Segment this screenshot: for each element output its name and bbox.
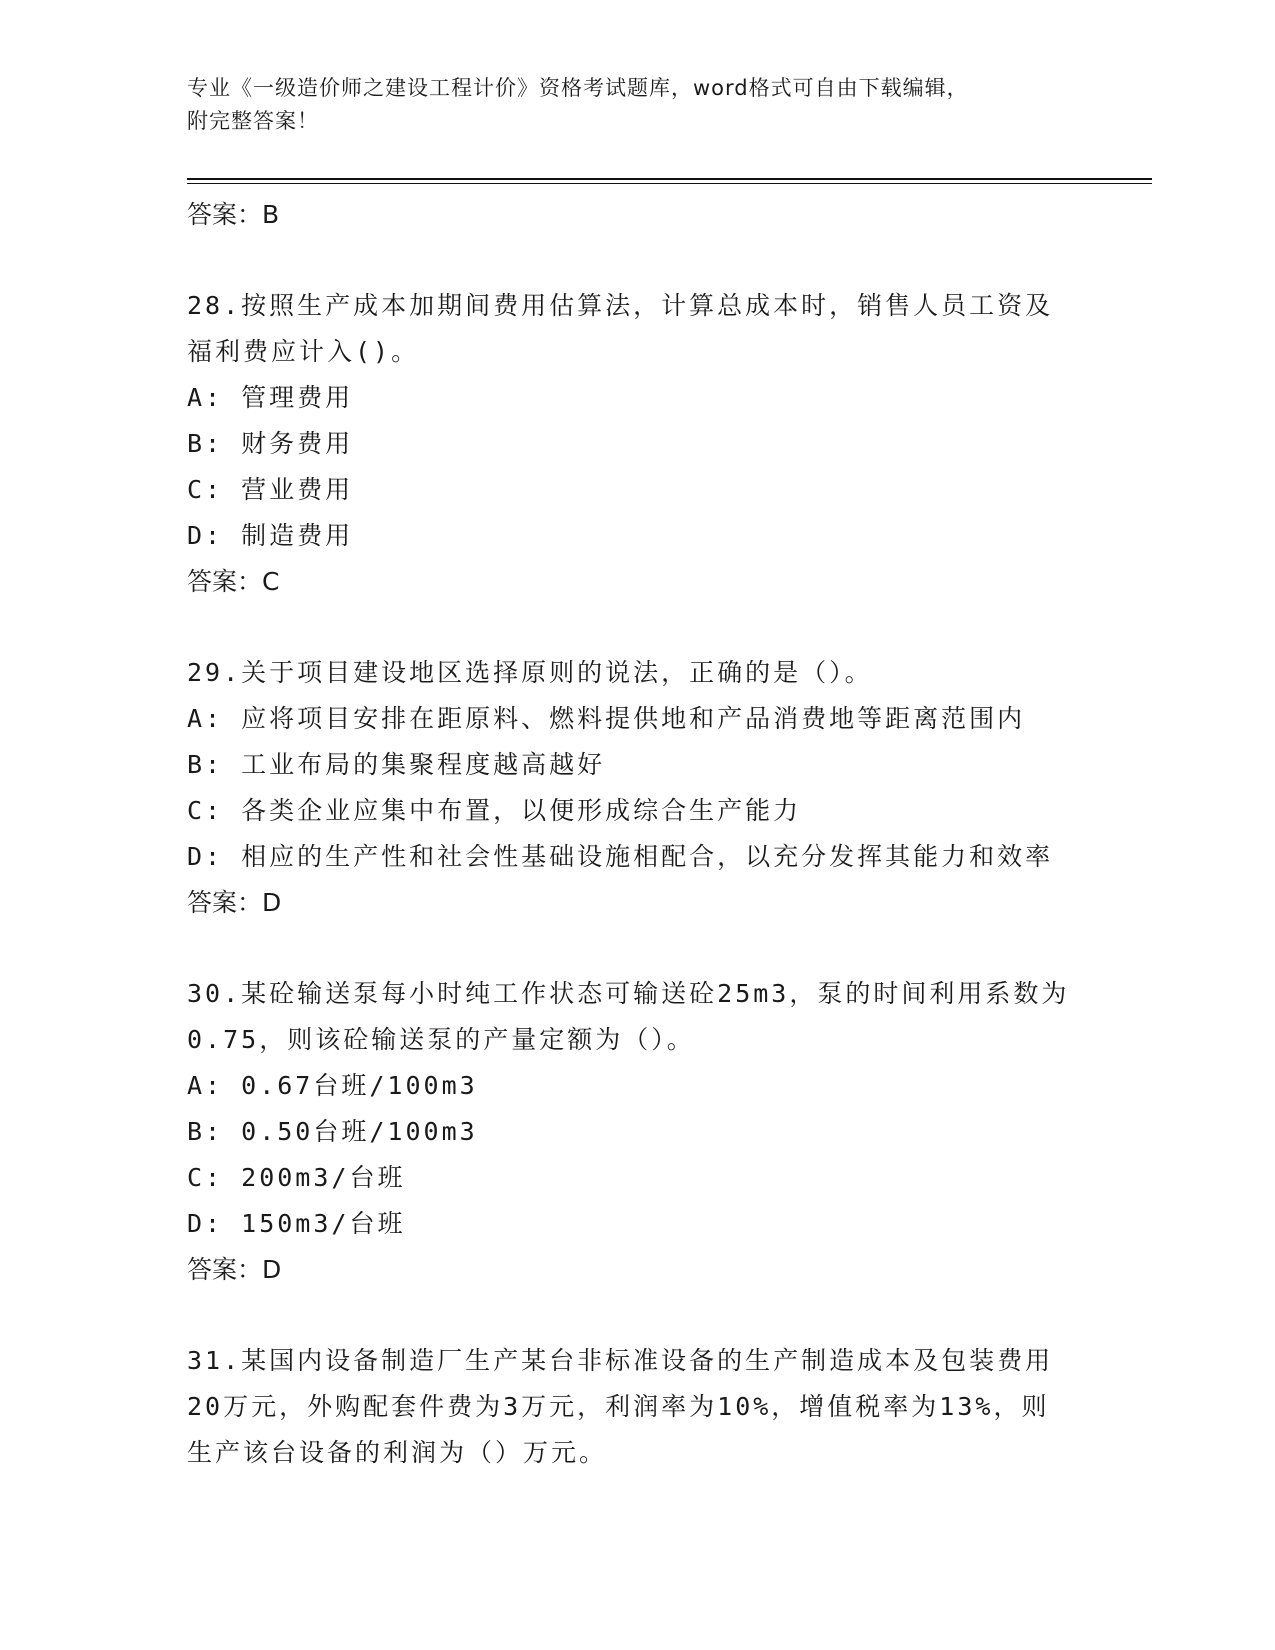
- option-c: C: 各类企业应集中布置，以便形成综合生产能力: [187, 796, 802, 825]
- document-header: [187, 72, 1067, 138]
- option-d: D: 相应的生产性和社会性基础设施相配合，以充分发挥其能力和效率: [187, 842, 1054, 871]
- header-line-2: 附完整答案！: [187, 109, 319, 133]
- stem-line: 30.某砼输送泵每小时纯工作状态可输送砼25m3，泵的时间利用系数为: [187, 979, 1070, 1008]
- stem-line: 28.按照生产成本加期间费用估算法，计算总成本时，销售人员工资及: [187, 291, 1054, 320]
- question-stem: [187, 971, 1087, 1063]
- stem-line: 31.某国内设备制造厂生产某台非标准设备的生产制造成本及包装费用: [187, 1346, 1054, 1375]
- question-block: [187, 1338, 1087, 1476]
- stem-line: 福利费应计入()。: [187, 337, 420, 366]
- header-line-1: 专业《一级造价师之建设工程计价》资格考试题库，word格式可自由下载编辑，: [187, 76, 969, 100]
- header-rule-thin: [187, 183, 1152, 184]
- stem-line: 29.关于项目建设地区选择原则的说法，正确的是（）。: [187, 658, 873, 687]
- answer-line: 答案：B: [187, 200, 280, 229]
- stem-line: 0.75，则该砼输送泵的产量定额为（）。: [187, 1025, 695, 1054]
- option-b: B: 工业布局的集聚程度越高越好: [187, 750, 606, 779]
- header-rule-thick: [187, 178, 1152, 180]
- option-a: A: 管理费用: [187, 383, 354, 412]
- question-block: [187, 971, 1087, 1293]
- option-a: A: 应将项目安排在距原料、燃料提供地和产品消费地等距离范围内: [187, 704, 1026, 733]
- question-stem: [187, 283, 1087, 375]
- answer-line: 答案：C: [187, 567, 280, 596]
- question-stem: [187, 650, 1087, 696]
- question-stem: [187, 1338, 1087, 1476]
- option-d: D: 制造费用: [187, 521, 354, 550]
- option-a: A: 0.67台班/100m3: [187, 1071, 478, 1100]
- question-list: [187, 192, 1087, 1476]
- stem-line: 20万元，外购配套件费为3万元，利润率为10%，增值税率为13%，则: [187, 1392, 1050, 1421]
- option-d: D: 150m3/台班: [187, 1209, 406, 1238]
- question-block: [187, 650, 1087, 926]
- question-block: [187, 283, 1087, 605]
- option-c: C: 营业费用: [187, 475, 354, 504]
- answer-line: 答案：D: [187, 1255, 282, 1284]
- answer-line: 答案：D: [187, 888, 282, 917]
- option-b: B: 0.50台班/100m3: [187, 1117, 478, 1146]
- option-c: C: 200m3/台班: [187, 1163, 406, 1192]
- stem-line: 生产该台设备的利润为（）万元。: [187, 1438, 608, 1467]
- option-b: B: 财务费用: [187, 429, 354, 458]
